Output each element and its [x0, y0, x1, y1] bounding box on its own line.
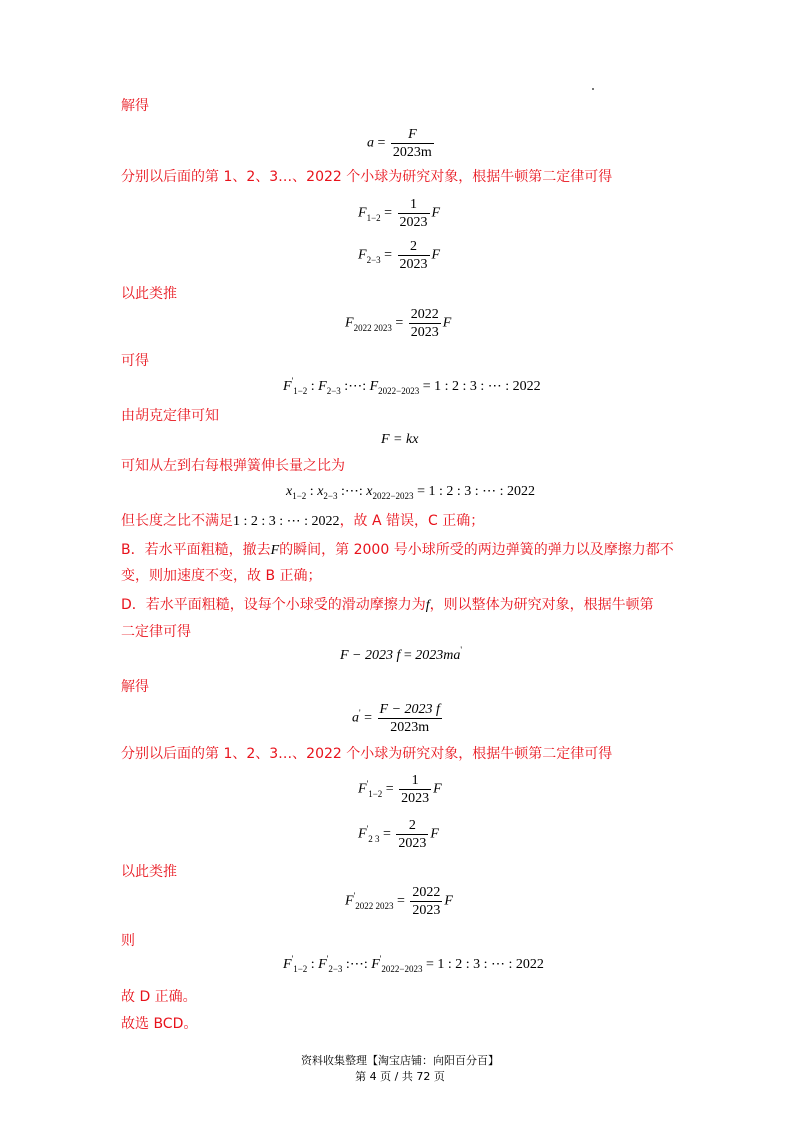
text-analogy-1: 以此类推: [121, 286, 177, 302]
text-option-D-1: D．若水平面粗糙，设每个小球受的滑动摩擦力为f，则以整体为研究对象，根据牛顿第: [121, 597, 654, 613]
footer-source: 资料收集整理【淘宝店铺：向阳百分百】: [301, 1054, 499, 1067]
equation-a-def: a = $\frac{F}{2023m}$: [367, 127, 432, 160]
equation-extension-ratio: $x_{1-2}$ : $x_{2-3}$ :⋯: $x_{2022-2023} = 1$ : 2 : 3 : ⋯ : 2022: [286, 484, 536, 501]
symbol-a: a: [367, 135, 374, 151]
equation-F23: $F_{2-3}$ = $\frac{2}{2023}$ F: [358, 239, 441, 272]
equation-F23-prime: $F'_{2 3}$ = $\frac{2}{2023}$ F: [358, 818, 439, 851]
text-jiede-2: 解得: [121, 679, 149, 695]
footer-page-number: 第 4 页 / 共 72 页: [355, 1070, 445, 1083]
text-analogy-2: 以此类推: [121, 864, 177, 880]
text-option-D-2: 二定律可得: [121, 624, 191, 640]
equation-F2022-prime: $F'_{2022 2023}$ = $\frac{2022}{2023}$ F: [345, 885, 453, 918]
text-hooke: 由胡克定律可知: [121, 408, 219, 424]
text-option-B-2: 变，则加速度不变，故 B 正确；: [121, 568, 322, 584]
text-answer: 故选 BCD。: [121, 1016, 198, 1032]
equation-hooke: F = kx: [381, 432, 419, 447]
text-ze: 则: [121, 933, 135, 949]
text-kede: 可得: [121, 353, 149, 369]
scan-dot: [592, 88, 594, 90]
text-extension-ratio: 可知从左到右每根弹簧伸长量之比为: [121, 458, 345, 474]
equation-F12-prime: $F'_{1-2}$ = $\frac{1}{2023}$ F: [358, 773, 442, 806]
equation-force-ratio-prime: $F'_{1-2}$ : $F'_{2-3}$ :⋯: $F'_{2022-2023} = 1$ : 2 : 3 : ⋯ : 2022: [283, 954, 544, 974]
text-option-B-1: B．若水平面粗糙，撤去F的瞬间，第 2000 号小球所受的两边弹簧的弹力以及摩擦力都不: [121, 542, 674, 558]
equation-F2022: $F_{2022 2023}$ = $\frac{2022}{2023}$ F: [345, 307, 452, 340]
equation-force-ratio: $F'_{1-2}$ : $F_{2-3}$ :⋯: $F_{2022-2023} = 1$ : 2 : 3 : ⋯ : 2022: [283, 376, 541, 396]
equation-newton-friction: F − 2023 f = 2023ma': [340, 645, 463, 663]
text-research-1: 分别以后面的第 1、2、3…、2022 个小球为研究对象，根据牛顿第二定律可得: [121, 169, 613, 185]
text-conclusion-AC: 但长度之比不满足1 : 2 : 3 : ⋯ : 2022，故 A 错误，C 正确；: [121, 513, 485, 529]
text-research-2: 分别以后面的第 1、2、3…、2022 个小球为研究对象，根据牛顿第二定律可得: [121, 746, 613, 762]
equation-a-prime: a' = $\frac{F - 2023 f}{2023m}$: [352, 702, 440, 735]
text-jiede-1: 解得: [121, 98, 149, 114]
text-D-correct: 故 D 正确。: [121, 989, 197, 1005]
equation-F12: $F_{1-2}$ = $\frac{1}{2023}$ F: [358, 197, 441, 230]
